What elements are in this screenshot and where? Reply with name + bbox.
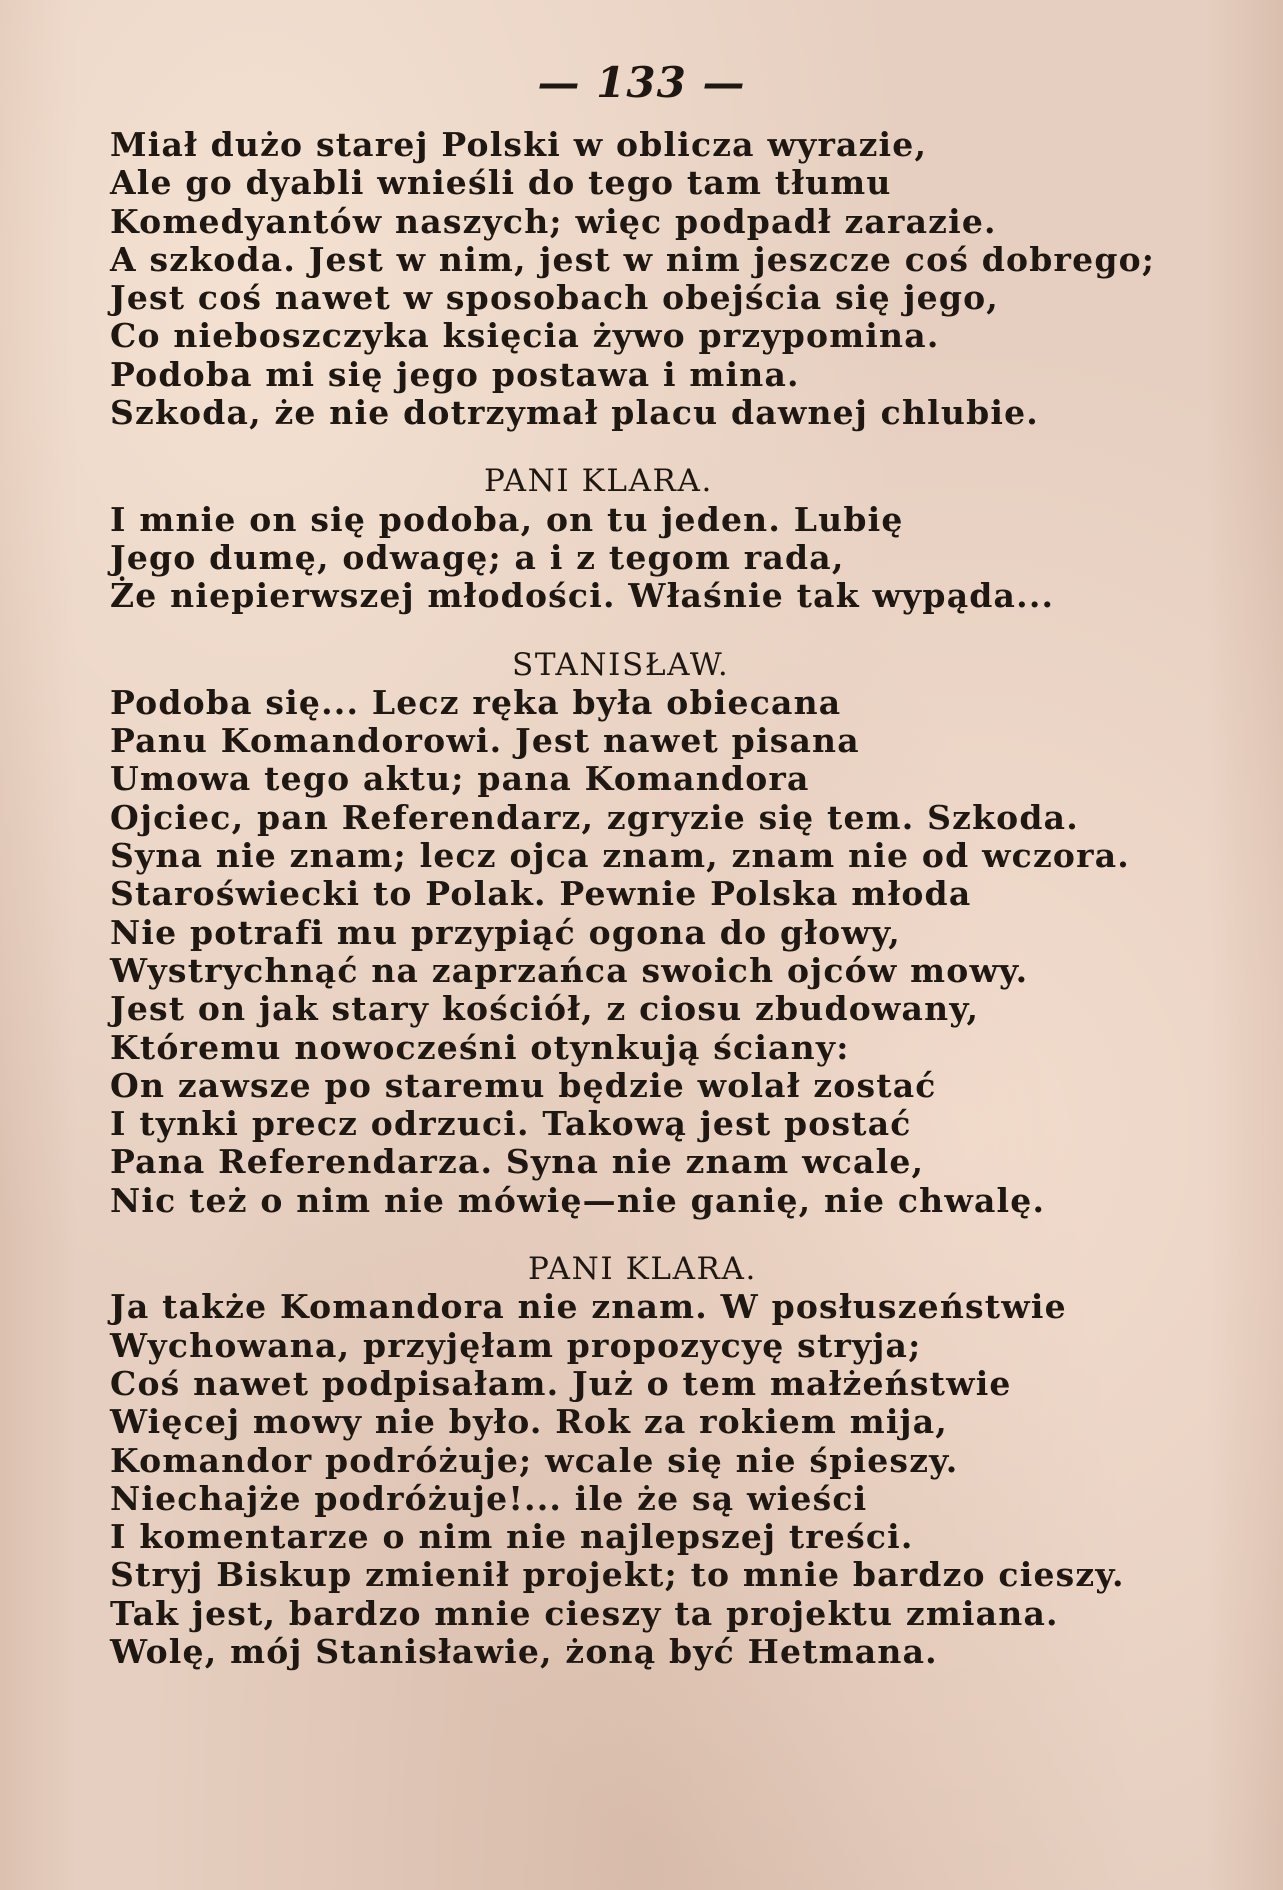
verse-line: Ojciec, pan Referendarz, zgryzie się tem. Szkoda. <box>110 797 1079 837</box>
stanza-1 <box>110 126 1250 432</box>
verse-line: Wychowana, przyjęłam propozycyę stryja; <box>110 1325 922 1365</box>
verse-line: Syna nie znam; lecz ojca znam, znam nie od wczora. <box>110 836 1130 876</box>
speaker-name: PANI KLARA. <box>484 463 713 500</box>
speaker-name: PANI KLARA. <box>528 1251 757 1288</box>
verse-line: Komedyantów naszych; więc podpadł zarazie. <box>110 201 997 241</box>
verse-line: A szkoda. Jest w nim, jest w nim jeszcze coś dobrego; <box>110 239 1156 279</box>
verse-line: Jest on jak stary kościół, z ciosu zbudowany, <box>110 989 980 1029</box>
verse-line: Jego dumę, odwagę; a i z tegom rada, <box>110 537 845 577</box>
stanza-2 <box>110 462 1250 615</box>
verse-line: Że niepierwszej młodości. Właśnie tak wypąda... <box>110 576 1055 616</box>
verse-line: Staroświecki to Polak. Pewnie Polska młoda <box>110 874 972 914</box>
verse-line: Wolę, mój Stanisławie, żoną być Hetmana. <box>110 1631 938 1671</box>
verse-line: Tak jest, bardzo mnie cieszy ta projektu zmiana. <box>110 1593 1059 1633</box>
verse-line: Miał dużo starej Polski w oblicza wyrazie, <box>110 125 928 164</box>
verse-line: Co nieboszczyka księcia żywo przypomina. <box>110 316 940 356</box>
page-number: — 133 — <box>537 58 746 107</box>
verse-line: I mnie on się podoba, on tu jeden. Lubię <box>110 499 904 539</box>
verse-line: Pana Referendarza. Syna nie znam wcale, <box>110 1142 925 1182</box>
verse-line: Nie potrafi mu przypiąć ogona do głowy, <box>110 912 901 952</box>
verse-line: Ale go dyabli wnieśli do tego tam tłumu <box>110 163 892 203</box>
text-block <box>110 126 1250 1701</box>
verse-line: Podoba mi się jego postawa i mina. <box>110 354 800 394</box>
verse-line: Któremu nowocześni otynkują ściany: <box>110 1027 850 1067</box>
verse-line: Podoba się... Lecz ręka była obiecana <box>110 682 842 722</box>
speaker-name: STANISŁAW. <box>512 646 730 683</box>
verse-line: Niechajże podróżuje!... ile że są wieści <box>110 1478 868 1518</box>
verse-line: Ja także Komandora nie znam. W posłuszeństwie <box>110 1287 1067 1327</box>
verse-line: Umowa tego aktu; pana Komandora <box>110 759 810 799</box>
verse-line: I komentarze o nim nie najlepszej treści. <box>110 1517 914 1557</box>
verse-line: Szkoda, że nie dotrzymał placu dawnej chlubie. <box>110 393 1039 433</box>
verse-line: Stryj Biskup zmienił projekt; to mnie bardzo cieszy. <box>110 1555 1125 1595</box>
verse-line: I tynki precz odrzuci. Takową jest postać <box>110 1104 912 1144</box>
verse-line: Nic też o nim nie mówię—nie ganię, nie chwalę. <box>110 1180 1046 1220</box>
verse-line: Komandor podróżuje; wcale się nie śpieszy. <box>110 1440 959 1480</box>
verse-line: Coś nawet podpisałam. Już o tem małżeństwie <box>110 1363 1012 1403</box>
stanza-4 <box>110 1250 1250 1671</box>
verse-line: Panu Komandorowi. Jest nawet pisana <box>110 721 860 761</box>
verse-line: On zawsze po staremu będzie wolał zostać <box>110 1065 937 1105</box>
verse-line: Jest coś nawet w sposobach obejścia się jego, <box>110 278 999 318</box>
verse-line: Więcej mowy nie było. Rok za rokiem mija, <box>110 1402 948 1442</box>
verse-line: Wystrychnąć na zaprzańca swoich ojców mowy. <box>110 950 1029 990</box>
stanza-3 <box>110 646 1250 1220</box>
